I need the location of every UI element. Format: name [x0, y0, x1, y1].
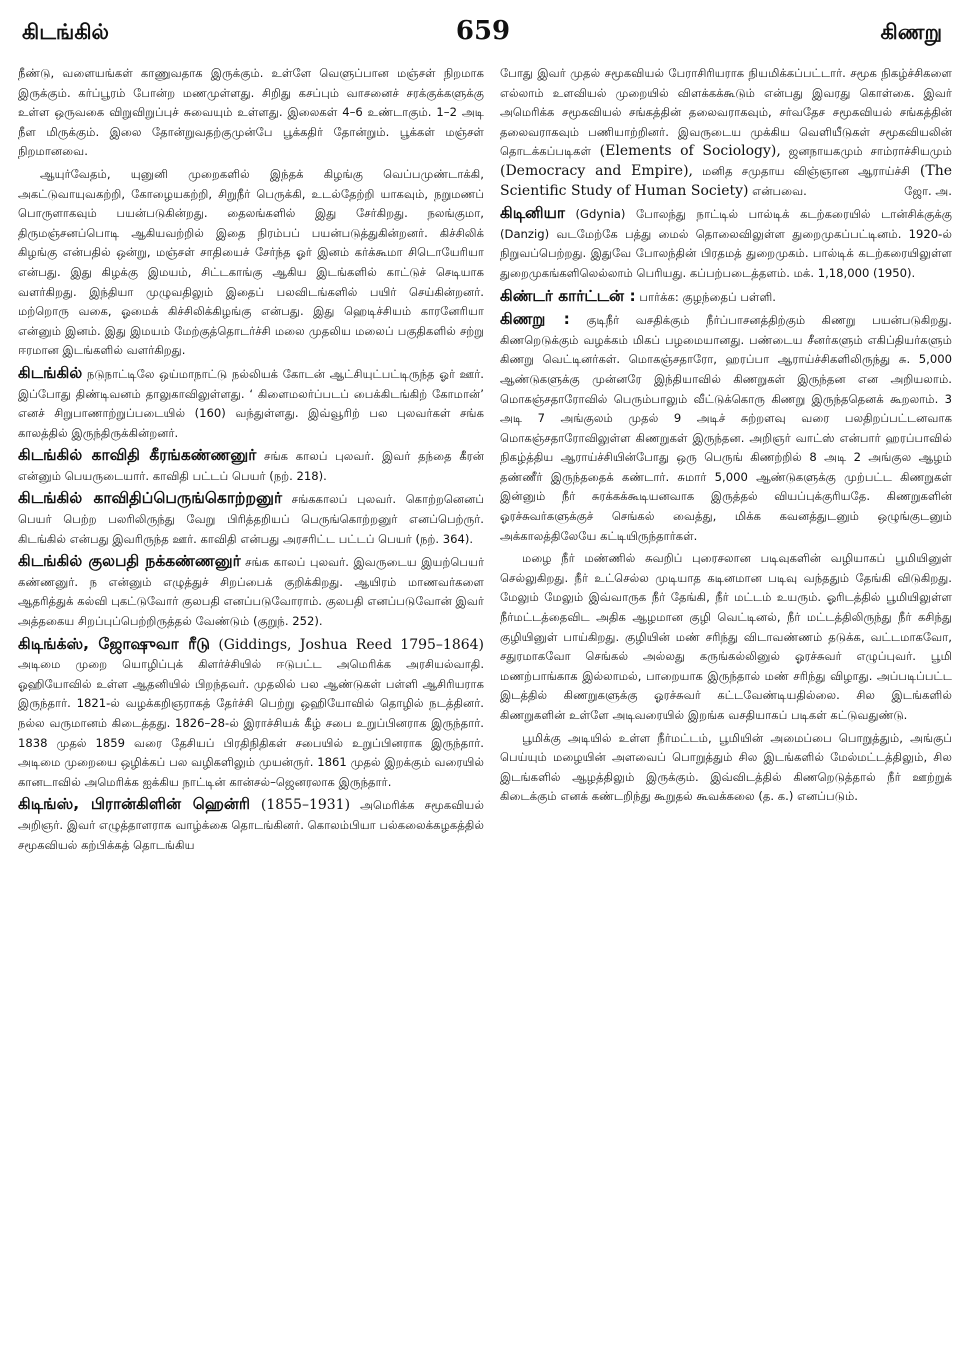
entry [18, 489, 484, 549]
right-column [500, 64, 952, 1356]
entry-latin: (1855–1931) [250, 797, 351, 814]
paragraph [500, 64, 952, 201]
running-head-right: கிணறு [880, 20, 942, 44]
entry-heading: கிடினியா [500, 204, 565, 223]
entry-heading: கிடங்கில் குலபதி நக்கண்ணனுர் [18, 552, 241, 571]
entry [500, 287, 952, 308]
entry-heading: கிடிங்ஸ், பிரான்கிளின் ஹென்ரி [18, 795, 251, 814]
entry-body: குடிநீர் வசதிக்கும் நீர்ப்பாசனத்திற்கும் கிணறு பயன்படுகிறது. கிணறெடுக்கும் வழக்கம் மிகப் பழமையானது. பண்டைய சீனர்களும் எகிப்தியர்களும் கிணறு வெட்டினர்கள். மொகஞ்சதாரோ, ஹரப்பா ஆராய்ச்சிகளிலிருந்து சு. 5,000 ஆண்டுகளுக்கு முன்னரே இந்தியாவில் கிணறுகள் இருந்தன என அறியலாம். மொகஞ்சதாரோவில் பெரும்பாலும் வீட்டுக்கொரு கிணறு இருந்ததெனக் கூறலாம். 3 அடி 7 அங்குலம் முதல் 9 அடிச் சுற்றளவு வரை பலதிறப்பட்டனவாக மொகஞ்சதாரோவிலுள்ள கிணறுகள் இருந்தன. அறிஞர் வாட்ஸ் என்பார் ஹரப்பாவில் நிகழ்த்திய ஆராய்ச்சியின்போது ஒரு பெருங் கிணற்றில் 8 அடி 2 அங்குல ஆழம் தண்ணீர் இருந்ததைக் கண்டார். சுமார் 5,000 ஆண்டுகளுக்கு முற்பட்ட கிணறுகள் இன்னும் நீர் சுரக்கக்கூடியனவாக இருத்தல் வியப்புக்குரியதே. கிணறுகளின் ஓரச்சுவர்களுக்குச் செங்கல் வைத்து, மிக்க கவனத்துடனும் ஒழுங்குடனும் அக்காலத்திலேயே கட்டியிருந்தார்கள். [500, 313, 952, 543]
entry [18, 635, 484, 793]
text: போது இவர் முதல் சமூகவியல் பேராசிரியராக நியமிக்கப்பட்டார். சமூக நிகழ்ச்சிகளை எல்லாம் உளவியல் முறையில் விளக்கக்கூடும் என்பது இவரது கொள்கை. இவர் அமெரிக்க சமூகவியல் சங்கத்தின் தலைவராகவும், சர்வதேச சமூகவியல் சங்கத்தின் தலைவராகவும் பணியாற்றினர். இவருடைய முக்கிய வெளியீடுகள் சமூகவியலின் தொடக்கப்படிகள் [500, 66, 952, 159]
page-number: 659 [455, 16, 511, 46]
latin-title: (Democracy and Empire), [500, 162, 693, 179]
paragraph: பூமிக்கு அடியில் உள்ள நீர்மட்டம், பூமியின் அமைப்பை பொறுத்தும், அங்குப் பெய்யும் மழையின் அளவைப் பொறுத்தும் சில இடங்களில் மேல்மட்டத்திலும், சில இடங்களில் ஆழத்திலும் இருக்கும். இவ்விடத்தில் கிணறெடுத்தால் நீர் ஊற்றுக் கிடைக்கும் எனக் கண்டறிந்து கூறுதல் கூவக்கலை (த. க.) எனப்படும். [500, 730, 952, 804]
entry-body: அமெரிக்க சமூகவியல் அறிஞர். இவர் எழுத்தாளராக வாழ்க்கை தொடங்கினர். கொலம்பியா பல்கலைக்கழகத்தில் சமூகவியல் கற்பிக்கத் தொடங்கிய [18, 798, 484, 852]
entry-heading: கிண்டர் கார்ட்டன் : [500, 286, 636, 305]
text: என்பவை. [748, 183, 807, 198]
entry-heading: கிடிங்க்ஸ், ஜோஷுவா ரீடு [18, 634, 210, 653]
text: மனித சமுதாய விஞ்ஞான ஆராய்ச்சி [692, 163, 911, 178]
latin-title: (Elements of Sociology), [591, 143, 781, 160]
running-head-left: கிடங்கில் [22, 20, 109, 44]
entry [18, 552, 484, 631]
entry-latin: (Giddings, Joshua Reed 1795–1864) [209, 636, 484, 653]
entry-body: (Gdynia) போலந்து நாட்டில் பால்டிக் கடற்கரையில் டான்சிக்குக்கு (Danzig) வடமேற்கே பத்து மைல் தொலைவிலுள்ள துறைமுகப்பட்டினம். 1920-ல் நிறுவப்பெற்றது. இதுவே போலந்தின் பிரதமத் துறைமுகம். பால்டிக் கடற்கரையிலுள்ள துறைமுகங்களிலெல்லாம் பெரியது. கப்பற்படைத்தளம். மக். 1,18,000 (1950). [500, 207, 952, 280]
paragraph: மழை நீர் மண்ணில் சுவறிப் புரைசலான படிவுகளின் வழியாகப் பூமியினுள் செல்லுகிறது. நீர் உட்செல்ல முடியாத கடினமான படிவு வந்ததும் தேங்கி விடுகிறது. மேலும் மேலும் இவ்வாருக நீர் தேங்கி, நீர் மட்டம் உயரும். ஓரிடத்தில் பூமியிலுள்ள நீர்மட்டத்தைவிட அதிக ஆழமான குழி வெட்டினல், நீர் மட்டத்திலிருந்து நீர் கசிந்து குழியினுள் பாய்கிறது. குழியின் மண் சரிந்து விடாவண்ணம் தடுக்க, வட்டமாகவோ, சதுரமாகவோ செங்கல் அல்லது கருங்கல்லினுல் ஓரச்சுவர் எழுப்புவர். பூமி மணற்பாங்காக இல்லாமல், பாறையாக இருந்தால் மண் சரிந்து விழாது. அப்படிப்பட்ட இடத்தில் கிணறுகளுக்கு ஓரச்சுவர் கட்டவேண்டியதில்லை. சில இடங்களில் கிணறுகளின் உள்ளே அடிவரையில் இறங்க வசதியாகப் படிகள் கட்டுவதுண்டு. [500, 551, 952, 722]
entry [18, 446, 484, 486]
entry [500, 204, 952, 283]
page-header [0, 0, 966, 64]
entry-body: பார்க்க: குழந்தைப் பள்ளி. [635, 289, 776, 304]
entry-heading: கிடங்கில் காவிதிப்பெருங்கொற்றனுர் [18, 489, 283, 508]
entry-heading: கிடங்கில் [18, 363, 83, 382]
latin-title: (The Scientific Study of Human Society) [500, 162, 952, 199]
entry-body: சங்ககாலப் புலவர். கொற்றனெனப் பெயர் பெற்ற பலரிலிருந்து வேறு பிரித்தறியப் பெருங்கொற்றனுர் எனப்பெற்ருர். கிடங்கில் என்பது இவரிருந்த ஊர். காவிதி என்பது அரசரிட்ட பட்டப் பெயர் (நற். 364). [18, 492, 484, 546]
entry-heading: கிடங்கில் காவிதி கீரங்கண்ணனுர் [18, 446, 257, 465]
text: ஜனநாயகமும் சாம்ராச்சியமும் [780, 144, 952, 159]
entry-body: சங்க காலப் புலவர். இவருடைய இயற்பெயர் கண்ணனுர். ந என்னும் எழுத்துச் சிறப்பைக் குறிக்கிறது. ஆயிரம் மாணவர்களை ஆதரித்துக் கல்வி புகட்டுவோர் குலபதி எனப்படுவோராம். குலபதி எனப்படுவோன் இவர் அத்தகைய சிறப்புப்பெற்றிருத்தல் வேண்டும் (குறுந். 252). [18, 555, 484, 629]
entry-heading: கிணறு : [500, 310, 570, 329]
entry [500, 310, 952, 546]
paragraph: ஆயுர்வேதம், யுனுனி முறைகளில் இந்தக் கிழங்கு வெப்பமுண்டாக்கி, அகட்டுவாயுவகற்றி, கோழையகற்றி, சிறுநீர் பெருக்கி, உடல்தேற்றி யாகவும், நறுமணப் பொருளாகவும் பயன்படுகின்றது. தைலங்களில் இது சேர்கிறது. நலங்குமா, திருமஞ்சனப்பொடி ஆகியவற்றில் இதை நிரம்பப் பயன்படுத்துகின்றனர். கிச்சிலிக் கிழங்கு என்பதில் ஒன்று, மஞ்சள் சாதியைச் சேர்ந்த ஓர் இனம் கர்க்கூமா சிடொயேரியா என்பது. இது கிழக்கு இமயம், சிட்டகாங்கு ஆகிய இடங்களில் காட்டுச் செடியாக வளர்கிறது. இந்தியா முழுவதிலும் இதைப் பலவிடங்களில் பயிர் செய்கின்றனர். மற்றொரு வகை, ஓமைக் கிச்சிலிக்கிழங்கு என்பது. இது ஹெடிச்சியம் காரனேரியா என்னும் இனம். இது இமயம் மேற்குத்தொடர்ச்சி மலை முதலிய மலைப் பகுதிகளில் சற்று ஈரமான இடங்களில் வளர்கிறது. [18, 166, 484, 358]
entry [18, 364, 484, 443]
entry-body: சங்க காலப் புலவர். இவர் தந்தை கீரன் என்னும் பெயருடையார். காவிதி பட்டப் பெயர் (நற். 218). [18, 449, 484, 483]
author-byline: ஜோ. அ. [904, 183, 952, 198]
paragraph: நீண்டு, வளையங்கள் காணுவதாக இருக்கும். உள்ளே வெளுப்பான மஞ்சள் நிறமாக இருக்கும். கர்ப்பூரம் போன்ற மணமுள்ளது. சிறிது கசப்பும் வாசனைச் சரக்குக்களுக்கு உள்ள ஒருவகை விறுவிறுப்புச் சுவையும் உள்ளது. இலைகள் 4–6 உண்டாகும். 1–2 அடி நீள மிருக்கும். இலை தோன்றுவதற்குமுன்பே பூக்கதிர் தோன்றும். பூக்கள் மஞ்சள் நிறமானவை. [18, 66, 484, 159]
left-column [18, 64, 484, 1356]
entry-body: அடிமை முறை யொழிப்புக் கிளர்ச்சியில் ஈடுபட்ட அமெரிக்க அரசியல்வாதி. ஓஹியோவில் உள்ள ஆதனியில் பிறந்தவர். முதலில் பல ஆண்டுகள் பள்ளி ஆசிரியராக இருந்தார். 1821-ல் வழக்கறிஞராகத் தேர்ச்சி பெற்று ஒஹியோவில் தொழில் நடத்தினர். நல்ல வருமானம் கிடைத்தது. 1826–28-ல் இராச்சியக் கீழ் சபை உறுப்பினராக இருந்தார். 1838 முதல் 1859 வரை தேசியப் பிரதிநிதிகள் சபையில் உறுப்பினராக இருந்தார். அடிமை முறையை ஒழிக்கப் பல வழிகளிலும் முயன்ருர். 1861 முதல் இறக்கும் வரையில் கானடாவில் அமெரிக்க ஐக்கிய நாட்டின் கான்சல்–ஜெனரலாக இருந்தார். [18, 657, 484, 789]
entry-body: நடுநாட்டிலே ஒய்மாநாட்டு நல்லியக் கோடன் ஆட்சியுட்பட்டிருந்த ஓர் ஊர். இப்போது திண்டிவனம் தாலுகாவிலுள்ளது. ‘ கிளைமலர்ப்படப் பைக்கிடங்கிற் கோமான்’ எனச் சிறுபாணாற்றுப்படையில் (160) வந்துள்ளது. இவ்வூரிற் பல புலவர்கள் சங்க காலத்தில் இருந்திருக்கின்றனர். [18, 366, 484, 440]
entry [18, 795, 484, 855]
